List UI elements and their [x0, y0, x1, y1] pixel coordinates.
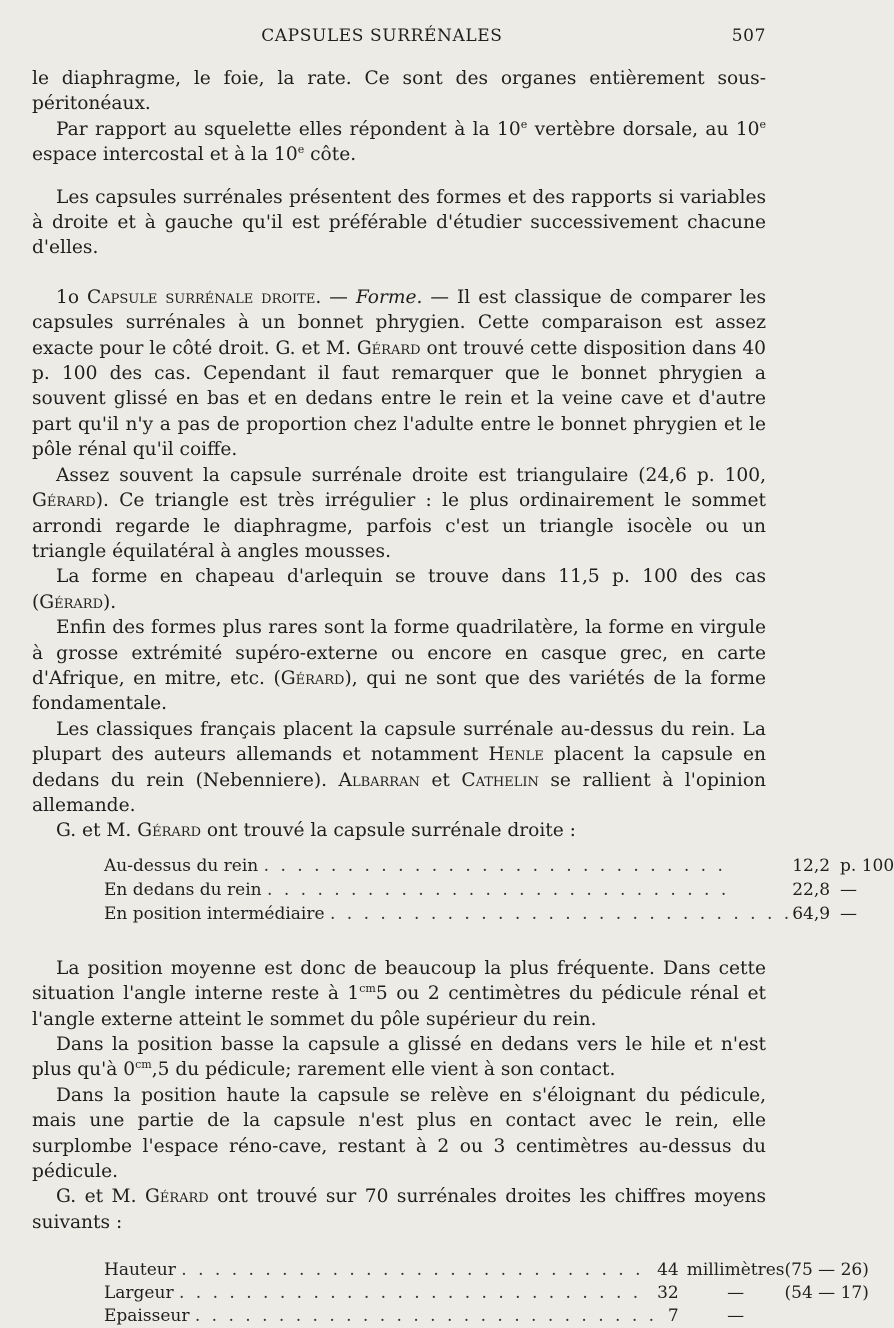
paragraph-skeleton: Par rapport au squelette elles répondent à la 10e vertèbre dorsale, au 10e espace intercostal et à la 10e côte.: [32, 117, 766, 166]
paragraph-classical-position: Les classiques français placent la capsule surrénale au-dessus du rein. La plupart des auteurs allemands et notamment Henle placent la capsule en dedans du rein (Nebenniere). Albarran et Cathelin se rallient à l'opinion allemande.: [32, 718, 767, 816]
subsection-heading: Forme.: [355, 286, 423, 308]
page-number: 507: [731, 26, 766, 46]
page-header: [32, 26, 766, 50]
table-row: Au-dessus du rein . . . . . . . . . . . . . . . . . . . . . . . . . . . . 12,2 p. 100: [104, 855, 894, 876]
page-body: [32, 66, 894, 1328]
paragraph-high-position: Dans la position haute la capsule se relève en s'éloignant du pédicule, mais une partie de la capsule n'est plus en contact avec le rein, elle surplombe l'espace réno-cave, restant à 2 ou 3 centimètres au-dessus du pédicule.: [32, 1084, 766, 1183]
table-row: Epaisseur . . . . . . . . . . . . . . . . . . . . . . . . . . . . 7 —: [104, 1306, 745, 1327]
running-title: CAPSULES SURRÉNALES: [261, 26, 503, 46]
paragraph-middle-position: La position moyenne est donc de beaucoup la plus fréquente. Dans cette situation l'angle interne reste à $1^{cm}5$ ou 2 centimètres du pédicule rénal et l'angle externe atteint le sommet du pôle supérieur du rein.: [32, 957, 766, 1030]
paragraph-triangular: Assez souvent la capsule surrénale droite est triangulaire (24,6 p. 100, Gérard). Ce triangle est très irrégulier : le plus ordinairement le sommet arrondi regarde le diaphragme, parfois c'est un triangle isocèle ou un triangle équilatéral à angles mousses.: [32, 464, 766, 562]
position-table: [104, 854, 894, 926]
paragraph-harlequin-hat: La forme en chapeau d'arlequin se trouve dans 11,5 p. 100 des cas (Gérard).: [32, 566, 766, 613]
table-row: En dedans du rein . . . . . . . . . . . . . . . . . . . . . . . . . . . . 22,8 —: [104, 879, 858, 900]
table-row: En position intermédiaire . . . . . . . . . . . . . . . . . . . . . . . . . . . . 64,9 —: [104, 903, 858, 924]
paragraph-continuation: le diaphragme, le foie, la rate. Ce sont des organes entièrement sous-péritonéaux.: [32, 68, 766, 115]
paragraph-gerard-findings: G. et M. Gérard ont trouvé la capsule surrénale droite :: [56, 820, 576, 842]
table-row: Hauteur . . . . . . . . . . . . . . . . . . . . . . . . . . . . 44 millimètres (75 — 26): [104, 1260, 869, 1281]
paragraph-measurements-intro: G. et M. Gérard ont trouvé sur 70 surrénales droites les chiffres moyens suivants :: [32, 1186, 766, 1233]
section-heading: Capsule surrénale droite.: [87, 286, 322, 308]
paragraph-rare-forms: Enfin des formes plus rares sont la forme quadrilatère, la forme en virgule à grosse extrémité supéro-externe ou encore en casque grec, en carte d'Afrique, en mitre, etc. (Gérard), qui ne sont que des variétés de la forme fondamentale.: [32, 617, 766, 715]
paragraph-low-position: Dans la position basse la capsule a glissé en dedans vers le hile et n'est plus qu'à $0^{cm},5$ du pédicule; rarement elle vient à son contact.: [32, 1034, 766, 1081]
paragraph-variability: Les capsules surrénales présentent des formes et des rapports si variables à droite et à gauche qu'il est préférable d'étudier successivement chacune d'elles.: [32, 186, 766, 259]
dimensions-table: [104, 1259, 869, 1328]
paragraph-right-capsule-shape: 1o Capsule surrénale droite. — Forme. — Il est classique de comparer les capsules surrénales à un bonnet phrygien. Cette comparaison est assez exacte pour le côté droit. G. et M. Gérard ont trouvé cette disposition dans 40 p. 100 des cas. Cependant il faut remarquer que le bonnet phrygien a souvent glissé en bas et en dedans entre le rein et la veine cave et d'autre part qu'il n'y a pas de proportion chez l'adulte entre le bonnet phrygien et le pôle rénal qu'il coiffe.: [32, 286, 767, 461]
table-row: Largeur . . . . . . . . . . . . . . . . . . . . . . . . . . . . 32 — (54 — 17): [104, 1283, 869, 1304]
